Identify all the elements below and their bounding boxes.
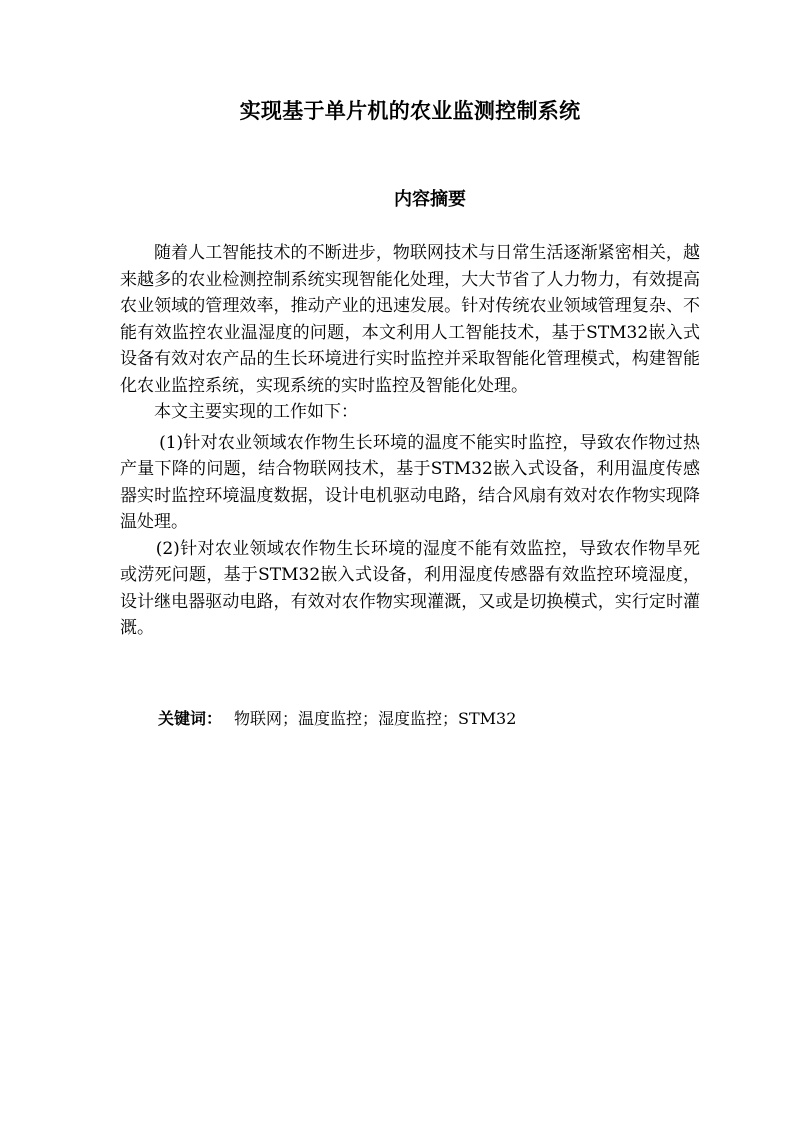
document-title: 实现基于单片机的农业监测控制系统: [239, 99, 581, 123]
paragraph-item-2: (2)针对农业领域农作物生长环境的湿度不能有效监控，导致农作物旱死或涝死问题，基于STM32嵌入式设备，利用湿度传感器有效监控环境湿度，设计继电器驱动电路，有效对农作物实现灌溉，又或是切换模式，实行定时灌溉。: [120, 538, 700, 638]
paragraph-intro: 随着人工智能技术的不断进步，物联网技术与日常生活逐渐紧密相关，越来越多的农业检测控制系统实现智能化处理，大大节省了人力物力，有效提高农业领域的管理效率，推动产业的迅速发展。针对传统农业领域管理复杂、不能有效监控农业温湿度的问题，本文利用人工智能技术，基于STM32嵌入式设备有效对农产品的生长环境进行实时监控并采取智能化管理模式，构建智能化农业监控系统，实现系统的实时监控及智能化处理。: [120, 243, 700, 396]
keywords-label: 关键词：: [158, 709, 223, 728]
paragraph-work-summary: 本文主要实现的工作如下：: [154, 402, 358, 422]
abstract-body: [120, 240, 700, 642]
keywords-line: [158, 706, 516, 732]
paragraph-item-1: (1)针对农业领域农作物生长环境的温度不能实时监控，导致农作物过热产量下降的问题，结合物联网技术，基于STM32嵌入式设备，利用温度传感器实时监控环境温度数据，设计电机驱动电路，结合风扇有效对农作物实现降温处理。: [120, 432, 700, 532]
abstract-heading: 内容摘要: [394, 189, 466, 210]
keywords-value: 物联网；温度监控；湿度监控；STM32: [234, 709, 517, 728]
